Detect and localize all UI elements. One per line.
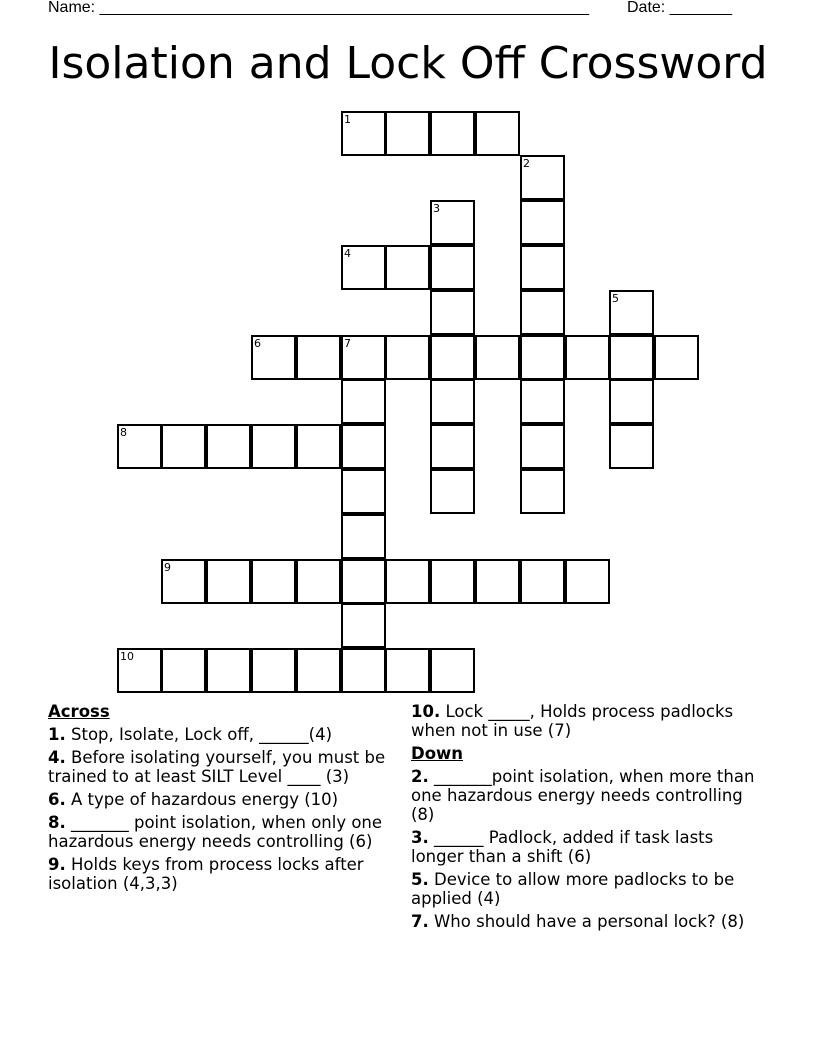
crossword-cell[interactable] (341, 603, 386, 648)
crossword-cell[interactable] (430, 469, 475, 514)
crossword-cell[interactable] (296, 559, 341, 604)
crossword-cell[interactable] (520, 290, 565, 335)
crossword-cell[interactable] (296, 648, 341, 693)
crossword-cell[interactable] (654, 335, 699, 380)
crossword-cell[interactable] (341, 335, 386, 380)
crossword-cell[interactable] (430, 200, 475, 245)
crossword-cell[interactable] (520, 200, 565, 245)
crossword-cell[interactable] (430, 335, 475, 380)
crossword-cell[interactable] (520, 379, 565, 424)
crossword-cell[interactable] (117, 648, 162, 693)
clue-number: 1 (344, 113, 351, 126)
crossword-cell[interactable] (251, 335, 296, 380)
crossword-cell[interactable] (251, 559, 296, 604)
crossword-cell[interactable] (565, 559, 610, 604)
clue-number: 9 (164, 561, 171, 574)
clue-across-9: 9. Holds keys from process locks after isolation (4,3,3) (48, 855, 364, 893)
crossword-cell[interactable] (251, 424, 296, 469)
crossword-cell[interactable] (385, 335, 430, 380)
clue-number: 2 (523, 157, 530, 170)
crossword-cell[interactable] (206, 648, 251, 693)
clue-number: 5 (612, 292, 619, 305)
crossword-cell[interactable] (520, 335, 565, 380)
clue-down-3: 3. ______ Padlock, added if task lasts longer than a shift (6) (411, 828, 714, 866)
crossword-cell[interactable] (161, 424, 206, 469)
crossword-cell[interactable] (296, 335, 341, 380)
crossword-cell[interactable] (475, 559, 520, 604)
across-heading: Across (48, 702, 110, 721)
crossword-cell[interactable] (341, 469, 386, 514)
clue-across-4: 4. Before isolating yourself, you must be trained to at least SILT Level ____ (3) (48, 748, 386, 786)
crossword-cell[interactable] (520, 469, 565, 514)
crossword-cell[interactable] (117, 424, 162, 469)
clue-across-1: 1. Stop, Isolate, Lock off, ______(4) (48, 725, 333, 744)
crossword-cell[interactable] (296, 424, 341, 469)
crossword-cell[interactable] (341, 648, 386, 693)
clue-down-7: 7. Who should have a personal lock? (8) (411, 912, 745, 931)
crossword-cell[interactable] (609, 379, 654, 424)
crossword-cell[interactable] (430, 111, 475, 156)
crossword-cell[interactable] (341, 514, 386, 559)
crossword-cell[interactable] (475, 335, 520, 380)
crossword-cell[interactable] (520, 559, 565, 604)
clue-across-6: 6. A type of hazardous energy (10) (48, 790, 339, 809)
clue-down-5: 5. Device to allow more padlocks to be applied (4) (411, 870, 735, 908)
clue-across-8: 8. _______ point isolation, when only one hazardous energy needs controlling (6) (48, 813, 383, 851)
clue-across-10: 10. Lock _____, Holds process padlocks when not in use (7) (411, 702, 734, 740)
date-field-label: Date: _______ (627, 0, 732, 16)
crossword-cell[interactable] (430, 648, 475, 693)
page-title: Isolation and Lock Off Crossword (48, 38, 768, 89)
clue-number: 3 (433, 202, 440, 215)
clue-down-2: 2. _______point isolation, when more than one hazardous energy needs controlling (8) (411, 767, 755, 824)
name-field-label: Name: _______________________________________________________ (48, 0, 589, 16)
crossword-cell[interactable] (430, 290, 475, 335)
crossword-cell[interactable] (565, 335, 610, 380)
crossword-cell[interactable] (341, 424, 386, 469)
clue-number: 4 (344, 247, 351, 260)
crossword-cell[interactable] (520, 245, 565, 290)
clues-right-column (411, 702, 771, 935)
clue-number: 8 (120, 426, 127, 439)
clue-number: 10 (120, 650, 134, 663)
clues-left-column (48, 702, 406, 897)
crossword-cell[interactable] (385, 245, 430, 290)
crossword-cell[interactable] (475, 111, 520, 156)
crossword-cell[interactable] (161, 648, 206, 693)
crossword-cell[interactable] (251, 648, 296, 693)
crossword-cell[interactable] (206, 424, 251, 469)
crossword-cell[interactable] (609, 424, 654, 469)
crossword-cell[interactable] (206, 559, 251, 604)
crossword-cell[interactable] (430, 379, 475, 424)
crossword-cell[interactable] (341, 379, 386, 424)
clue-number: 7 (344, 337, 351, 350)
crossword-cell[interactable] (161, 559, 206, 604)
crossword-cell[interactable] (430, 559, 475, 604)
crossword-cell[interactable] (341, 559, 386, 604)
down-heading: Down (411, 744, 464, 763)
crossword-cell[interactable] (385, 111, 430, 156)
crossword-cell[interactable] (609, 290, 654, 335)
clue-number: 6 (254, 337, 261, 350)
crossword-cell[interactable] (430, 424, 475, 469)
crossword-cell[interactable] (385, 648, 430, 693)
crossword-cell[interactable] (385, 559, 430, 604)
crossword-cell[interactable] (520, 155, 565, 200)
crossword-cell[interactable] (341, 111, 386, 156)
crossword-cell[interactable] (341, 245, 386, 290)
crossword-cell[interactable] (609, 335, 654, 380)
crossword-cell[interactable] (520, 424, 565, 469)
crossword-cell[interactable] (430, 245, 475, 290)
